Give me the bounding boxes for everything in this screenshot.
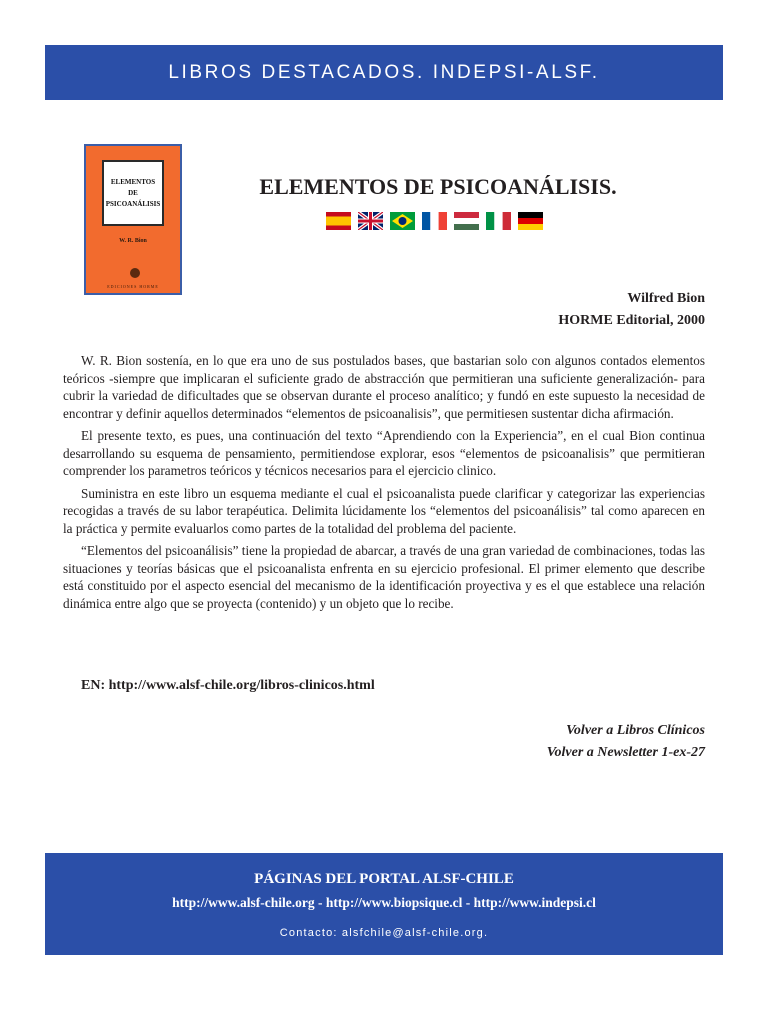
footer-portal-links[interactable]: http://www.alsf-chile.org - http://www.biopsique.cl - http://www.indepsi.cl [172, 895, 596, 910]
uk-flag-icon[interactable] [358, 212, 383, 230]
hungary-flag-icon[interactable] [454, 212, 479, 230]
back-to-books-link[interactable]: Volver a Libros Clínicos [566, 723, 705, 738]
spain-flag-icon[interactable] [326, 212, 351, 230]
publisher-edition: HORME Editorial, 2000 [558, 313, 705, 328]
brazil-flag-icon[interactable] [390, 212, 415, 230]
book-title: ELEMENTOS DE PSICOANÁLISIS. [259, 174, 617, 199]
description-text [63, 352, 705, 617]
cover-title-line-2: DE [128, 188, 138, 197]
germany-flag-icon[interactable] [518, 212, 543, 230]
publisher-logo-icon [130, 268, 140, 278]
paragraph-2: El presente texto, es pues, una continuación del texto “Aprendiendo con la Experiencia”, en el cual Bion continua desarrollando su esquema de pensamiento, permitiendose explorar, esos “elementos de psicoanalisis” que permitieran comprender los parametros teóricos y técnicos necesarios para el ejercicio clinico. [63, 428, 705, 478]
footer-banner [45, 853, 723, 955]
italy-flag-icon[interactable] [486, 212, 511, 230]
paragraph-3: Suministra en este libro un esquema mediante el cual el psicoanalista puede clarificar y categorizar las experiencias recogidas a través de su labor terapéutica. Delimita lúcidamente los “elementos del psicoanálisis” tal como aparecen en la práctica y permite evaluarlos como partes de la totalidad del problema del paciente. [63, 485, 705, 536]
cover-publisher: EDICIONES HORME [107, 284, 159, 289]
banner-title: LIBROS DESTACADOS. INDEPSI-ALSF. [168, 61, 600, 83]
cover-title-line-1: ELEMENTOS [110, 177, 156, 186]
book-cover-image [84, 144, 182, 295]
author-name: Wilfred Bion [627, 291, 705, 306]
source-link[interactable]: EN: http://www.alsf-chile.org/libros-clinicos.html [81, 678, 375, 693]
cover-title-line-3: PSICOANÁLISIS [105, 199, 161, 208]
footer-contact[interactable]: Contacto: alsfchile@alsf-chile.org. [279, 927, 489, 939]
back-to-newsletter-link[interactable]: Volver a Newsletter 1-ex-27 [546, 745, 705, 760]
france-flag-icon[interactable] [422, 212, 447, 230]
footer-title: PÁGINAS DEL PORTAL ALSF-CHILE [254, 871, 514, 887]
top-banner [45, 45, 723, 100]
language-flags [326, 212, 546, 231]
cover-title-box [102, 160, 164, 226]
cover-author: W. R. Bion [119, 238, 147, 244]
author-block [558, 288, 705, 332]
paragraph-1: W. R. Bion sostenía, en lo que era uno de sus postulados bases, que bastarian solo con algunos contados elementos teóricos -siempre que implicaran el suficiente grado de abstracción que permitieran una suficiente generalización- para cubrir la variedad de dificultades que se observan durante el proceso analítico; y fundó en este supuesto la necesidad de encontrar y definir aquellos determinados “elementos de psicoanalisis”, que permitiesen sustentar dicha afirmación. [63, 353, 705, 421]
navigation-links [547, 720, 705, 764]
paragraph-4: “Elementos del psicoanálisis” tiene la propiedad de abarcar, a través de una gran variedad de combinaciones, todas las situaciones y teorías básicas que el psicoanalista enfrenta en su ejercicio profesional. El primer elemento que describe está constituido por el aspecto esencial del mecanismo de la identificación proyectiva y es el que establece una relación dinámica entre algo que se proyecta (contenido) y un objeto que lo recibe. [63, 543, 705, 611]
